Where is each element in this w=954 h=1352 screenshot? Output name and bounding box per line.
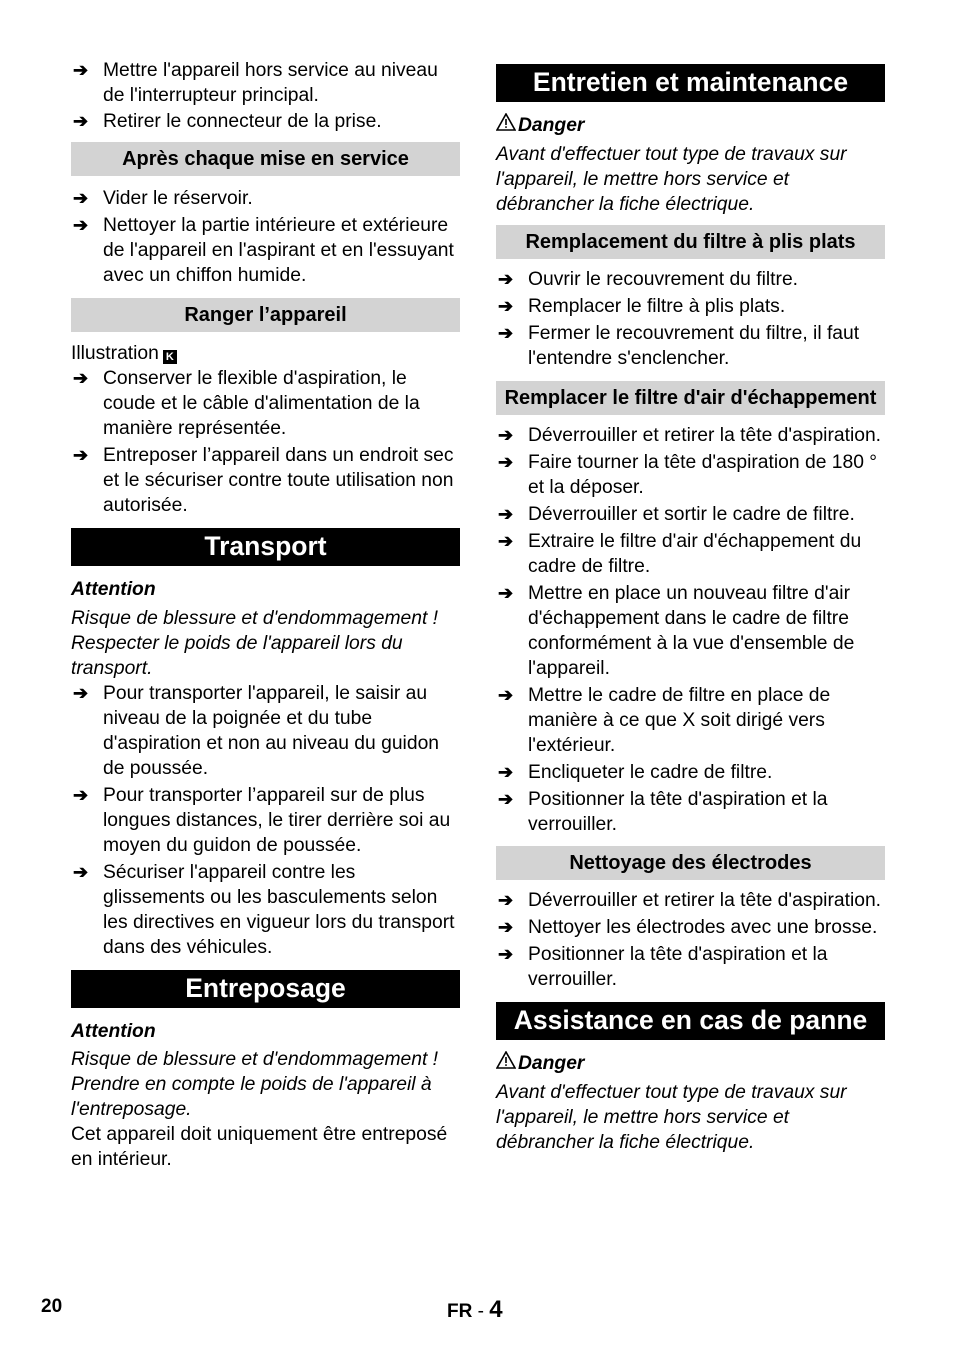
store-heading: Ranger l’appareil (71, 298, 460, 332)
arrow-right-icon: ➔ (498, 583, 514, 603)
list-item: ➔ Remplacer le filtre à plis plats. (498, 296, 786, 317)
list-item: ➔ Déverrouiller et sortir le cadre de filtre. (498, 504, 855, 525)
transport-list (71, 681, 460, 960)
arrow-right-icon: ➔ (73, 683, 89, 703)
arrow-right-icon: ➔ (498, 917, 514, 937)
arrow-right-icon: ➔ (498, 296, 514, 316)
after-use-heading: Après chaque mise en service (71, 142, 460, 176)
arrow-right-icon: ➔ (498, 531, 514, 551)
list-item: ➔ Nettoyer les électrodes avec une brosse. (498, 917, 878, 938)
intro-list (71, 58, 460, 134)
transport-attention-label: Attention (71, 579, 156, 600)
list-item: ➔ Mettre l'appareil hors service au niveau de l'interrupteur principal. (73, 60, 438, 106)
storage-attention-text: Risque de blessure et d'endommagement ! Prendre en compte le poids de l'appareil à l'entreposage. (71, 1049, 439, 1120)
danger-text: Avant d'effectuer tout type de travaux sur l'appareil, le mettre hors service et débrancher la fiche électrique. (496, 1082, 847, 1153)
list-item: ➔ Pour transporter l'appareil, le saisir au niveau de la poignée et du tube d'aspiration et non au niveau du guidon de poussée. (73, 683, 440, 779)
storage-heading: Entreposage (71, 970, 460, 1008)
list-item: ➔ Ouvrir le recouvrement du filtre. (498, 269, 799, 290)
illustration-reference: Illustration K (71, 341, 460, 366)
storage-attention-label: Attention (71, 1021, 156, 1042)
list-item: ➔ Mettre en place un nouveau filtre d'air d'échappement dans le cadre de filtre conformément à la vue d'ensemble de l'appareil. (498, 583, 855, 679)
maintenance-heading: Entretien et maintenance (496, 64, 885, 102)
pleated-filter-heading: Remplacement du filtre à plis plats (496, 225, 885, 259)
list-item: ➔ Mettre le cadre de filtre en place de manière à ce que X soit dirigé vers l'extérieur. (498, 685, 831, 756)
left-column (71, 56, 460, 1172)
list-item: ➔ Encliqueter le cadre de filtre. (498, 762, 773, 783)
arrow-right-icon: ➔ (498, 685, 514, 705)
electrodes-list (496, 888, 885, 992)
list-item: ➔ Faire tourner la tête d'aspiration de 180 ° et la déposer. (498, 452, 878, 498)
list-item: ➔ Conserver le flexible d'aspiration, le coude et le câble d'alimentation de la manière représentée. (73, 368, 420, 439)
arrow-right-icon: ➔ (498, 323, 514, 343)
arrow-right-icon: ➔ (73, 188, 89, 208)
danger-text: Avant d'effectuer tout type de travaux sur l'appareil, le mettre hors service et débrancher la fiche électrique. (496, 144, 847, 215)
list-item: ➔ Positionner la tête d'aspiration et la verrouiller. (498, 789, 828, 835)
list-item: ➔ Déverrouiller et retirer la tête d'aspiration. (498, 890, 882, 911)
arrow-right-icon: ➔ (498, 269, 514, 289)
list-item: ➔ Pour transporter l’appareil sur de plus longues distances, le tirer derrière soi au moyen du guidon de poussée. (73, 785, 451, 856)
troubleshooting-heading: Assistance en cas de panne (496, 1002, 885, 1040)
list-item: ➔ Sécuriser l'appareil contre les glissements ou les basculements selon les directives en vigueur lors du transport dans des véhicules. (73, 862, 455, 958)
danger-label: Danger (496, 1051, 885, 1076)
list-item: ➔ Positionner la tête d'aspiration et la verrouiller. (498, 944, 828, 990)
warning-triangle-icon (496, 1051, 518, 1076)
warning-triangle-icon (496, 113, 518, 138)
arrow-right-icon: ➔ (73, 60, 89, 80)
pleated-filter-list (496, 267, 885, 371)
transport-attention-text: Risque de blessure et d'endommagement ! Respecter le poids de l'appareil lors du transport. (71, 608, 439, 679)
arrow-right-icon: ➔ (498, 425, 514, 445)
after-use-list (71, 186, 460, 288)
illustration-k-badge: K (163, 350, 177, 364)
section-page-label: FR - 4 (447, 1296, 503, 1323)
store-list (71, 366, 460, 518)
arrow-right-icon: ➔ (498, 504, 514, 524)
arrow-right-icon: ➔ (73, 111, 89, 131)
transport-heading: Transport (71, 528, 460, 566)
arrow-right-icon: ➔ (73, 862, 89, 882)
arrow-right-icon: ➔ (73, 215, 89, 235)
list-item: ➔ Extraire le filtre d'air d'échappement du cadre de filtre. (498, 531, 862, 577)
list-item: ➔ Nettoyer la partie intérieure et extérieure de l'appareil en l'aspirant et en l'essuyant avec un chiffon humide. (73, 215, 454, 286)
exhaust-filter-heading: Remplacer le filtre d'air d'échappement (496, 381, 885, 415)
arrow-right-icon: ➔ (73, 445, 89, 465)
list-item: ➔ Vider le réservoir. (73, 188, 253, 209)
arrow-right-icon: ➔ (498, 452, 514, 472)
danger-label: Danger (496, 113, 885, 138)
list-item: ➔ Déverrouiller et retirer la tête d'aspiration. (498, 425, 882, 446)
arrow-right-icon: ➔ (73, 785, 89, 805)
arrow-right-icon: ➔ (498, 944, 514, 964)
page-number: 20 (41, 1296, 63, 1317)
arrow-right-icon: ➔ (498, 789, 514, 809)
electrodes-heading: Nettoyage des électrodes (496, 846, 885, 880)
storage-text: Cet appareil doit uniquement être entreposé en intérieur. (71, 1124, 448, 1170)
exhaust-filter-list (496, 423, 885, 837)
arrow-right-icon: ➔ (498, 762, 514, 782)
arrow-right-icon: ➔ (73, 368, 89, 388)
list-item: ➔ Fermer le recouvrement du filtre, il faut l'entendre s'enclencher. (498, 323, 860, 369)
list-item: ➔ Entreposer l’appareil dans un endroit sec et le sécuriser contre toute utilisation non autorisée. (73, 445, 454, 516)
arrow-right-icon: ➔ (498, 890, 514, 910)
list-item: ➔ Retirer le connecteur de la prise. (73, 111, 382, 132)
right-column (496, 56, 885, 1155)
